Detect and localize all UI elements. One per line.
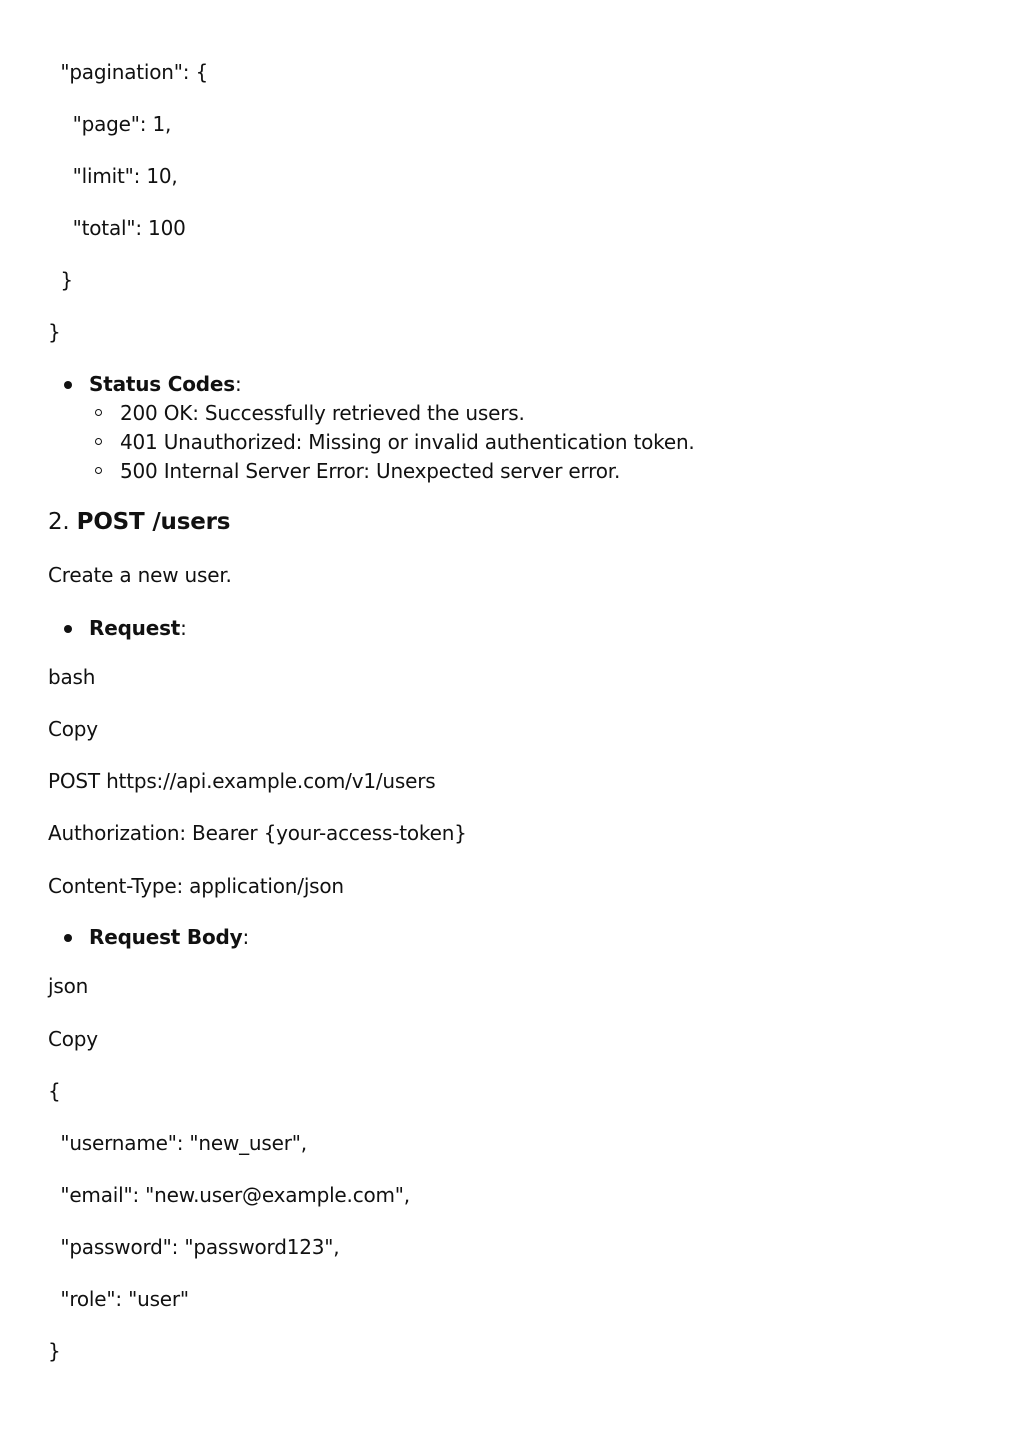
request-heading [89, 615, 187, 641]
status-code-text: 200 OK: Successfully retrieved the users. [120, 401, 525, 425]
circle-bullet-icon [95, 409, 102, 416]
status-code-item [48, 458, 948, 484]
code-line: "pagination": { [48, 60, 208, 84]
colon: : [180, 616, 187, 640]
circle-bullet-icon [95, 438, 102, 445]
code-line: "limit": 10, [48, 164, 178, 188]
bullet-icon [64, 381, 72, 389]
code-line: "page": 1, [48, 112, 172, 136]
circle-bullet-icon [95, 467, 102, 474]
status-code-item [48, 429, 948, 455]
code-language-label: bash [48, 665, 96, 689]
copy-button[interactable]: Copy [48, 717, 98, 741]
request-body-heading [89, 924, 249, 950]
bullet-icon [64, 934, 72, 942]
bullet-icon [64, 625, 72, 633]
colon: : [234, 372, 242, 396]
document-page [48, 0, 988, 1447]
status-code-text: 500 Internal Server Error: Unexpected server error. [120, 459, 621, 483]
request-body-bullet [48, 924, 948, 950]
colon: : [242, 925, 249, 949]
code-line: "role": "user" [48, 1287, 189, 1311]
status-code-item [48, 400, 948, 426]
status-codes-heading [89, 371, 241, 397]
section-heading [48, 507, 230, 537]
request-label: Request [89, 616, 181, 640]
status-codes-label: Status Codes [89, 372, 235, 396]
code-line: } [48, 1339, 61, 1363]
code-language-label: json [48, 974, 89, 998]
section-title: POST /users [76, 509, 231, 535]
code-line: "username": "new_user", [48, 1131, 307, 1155]
request-bullet [48, 615, 948, 641]
copy-button[interactable]: Copy [48, 1027, 98, 1051]
code-line: POST https://api.example.com/v1/users [48, 769, 436, 793]
code-line: "total": 100 [48, 216, 186, 240]
code-line: } [48, 268, 73, 292]
request-body-label: Request Body [89, 925, 243, 949]
code-line: Authorization: Bearer {your-access-token} [48, 821, 467, 845]
status-codes-bullet [48, 371, 948, 397]
code-line: "password": "password123", [48, 1235, 340, 1259]
section-description: Create a new user. [48, 563, 232, 587]
code-line: Content-Type: application/json [48, 874, 344, 898]
section-number: 2. [48, 509, 77, 535]
status-code-text: 401 Unauthorized: Missing or invalid authentication token. [120, 430, 695, 454]
code-line: } [48, 320, 61, 344]
code-line: { [48, 1079, 61, 1103]
code-line: "email": "new.user@example.com", [48, 1183, 410, 1207]
